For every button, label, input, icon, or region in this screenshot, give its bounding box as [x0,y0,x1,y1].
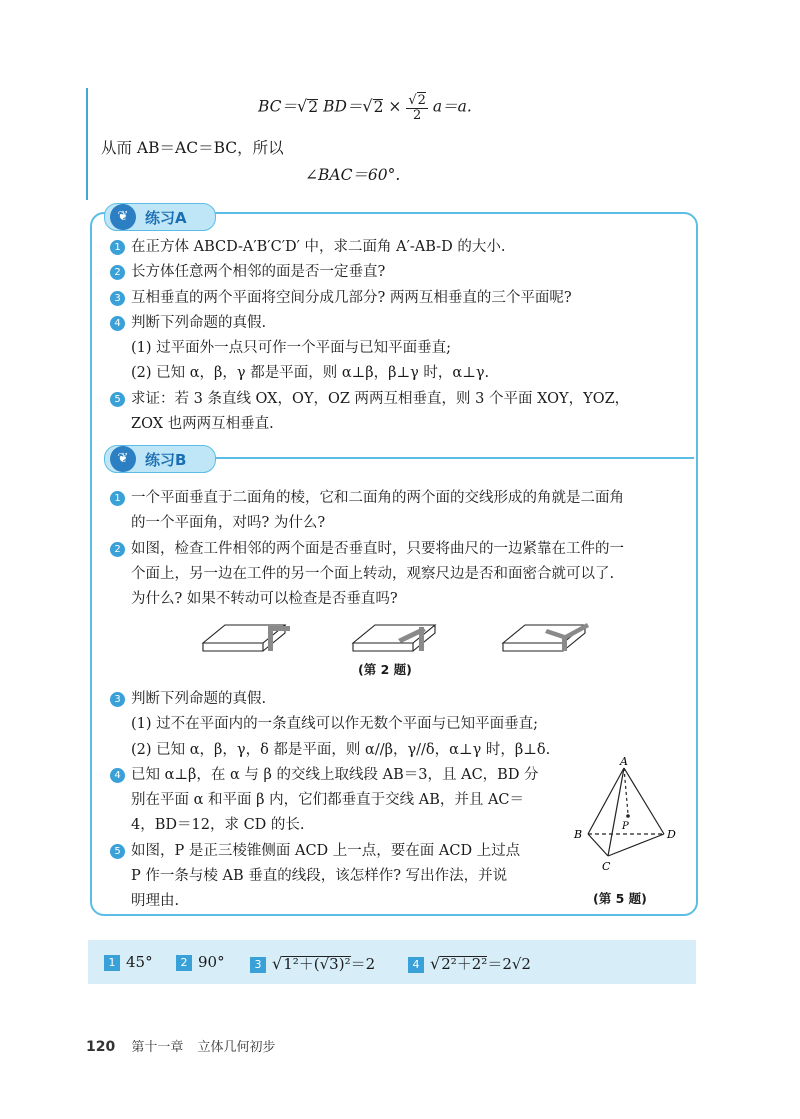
figure-5-caption: (第 5 题) [593,891,647,906]
exercise-a-title: 练习A [145,209,187,227]
point-p [626,814,630,818]
exercise-a-subitem: (1) 过平面外一点只可作一个平面与已知平面垂直; [131,340,452,356]
exercise-b-item-cont: P 作一条与棱 AB 垂直的线段，该怎样作? 写出作法，并说 [131,868,508,884]
exercise-b-item-cont: 个面上，另一边在工件的另一个面上转动，观察尺边是否和面密合就可以了. [131,566,615,582]
exercise-b-subitem: (1) 过不在平面内的一条直线可以作无数个平面与已知平面垂直; [131,716,539,732]
exercise-b-item-cont: 的一个平面角，对吗? 为什么? [131,515,326,531]
label-b: B [574,828,583,841]
exercise-b-title: 练习B [145,451,187,469]
page-footer [86,1036,276,1055]
tetrahedron-figure [566,756,686,886]
exercise-b-item: 3 判断下列命题的真假. [110,689,266,709]
label-a: A [620,756,628,768]
exercise-a-item: 1 在正方体 ABCD-A′B′C′D′ 中，求二面角 A′-AB-D 的大小. [110,237,505,257]
exercise-b-item: 5 如图，P 是正三棱锥侧面 ACD 上一点，要在面 ACD 上过点 [110,841,520,861]
label-p: P [622,821,629,832]
exercise-b-subitem: (2) 已知 α，β，γ，δ 都是平面，则 α//β，γ//δ，α⊥γ 时，β⊥δ. [131,742,551,758]
figure-2-caption: (第 2 题) [358,662,412,677]
leaf-icon: ❦ [110,204,136,230]
derivation-text: 从而 AB＝AC＝BC，所以 [101,139,284,157]
answer-3: 3 √1²＋(√3)²＝2 [250,953,375,974]
exercise-b-item-cont: 别在平面 α 和平面 β 内，它们都垂直于交线 AB，并且 AC＝ [131,792,525,808]
chapter-number: 第十一章 [131,1040,184,1055]
leaf-icon: ❦ [110,446,136,472]
answer-1: 1 45° [104,953,153,971]
exercise-b-item-cont: 明理由. [131,893,180,909]
page-number: 120 [86,1039,116,1055]
margin-rule [86,88,88,200]
label-c: C [602,860,611,873]
exercise-a-subitem: (2) 已知 α，β，γ 都是平面，则 α⊥β，β⊥γ 时，α⊥γ. [131,365,490,381]
label-d: D [667,828,676,841]
answer-4: 4 √2²＋2²＝2√2 [408,953,531,974]
exercise-a-item: 4 判断下列命题的真假. [110,313,266,333]
exercise-b-item-cont: 为什么? 如果不转动可以检查是否垂直吗? [131,591,398,607]
exercise-a-item: 3 互相垂直的两个平面将空间分成几部分? 两两互相垂直的三个平面呢? [110,288,572,308]
exercise-a-item: 5 求证：若 3 条直线 OX，OY，OZ 两两互相垂直，则 3 个平面 XOY，YOZ， [110,389,629,409]
exercise-b-item: 1 一个平面垂直于二面角的棱，它和二面角的两个面的交线形成的角就是二面角 [110,488,624,508]
workpiece-figure [195,615,605,660]
chapter-title: 立体几何初步 [197,1040,276,1055]
answer-2: 2 90° [176,953,225,971]
exercise-b-item: 2 如图，检查工件相邻的两个面是否垂直时，只要将曲尺的一边紧靠在工件的一 [110,539,624,559]
exercise-b-item: 4 已知 α⊥β，在 α 与 β 的交线上取线段 AB＝3，且 AC，BD 分 [110,765,539,785]
exercise-a-item: 2 长方体任意两个相邻的面是否一定垂直? [110,262,385,282]
exercise-a-item-cont: ZOX 也两两互相垂直. [131,416,274,432]
equation-bc: BC＝√2 BD＝√2 × $\frac{√2}{2}$ a＝a. [258,93,472,123]
section-divider [210,457,694,459]
equation-angle: ∠BAC＝60°. [305,166,401,184]
workpiece-3 [503,625,585,651]
exercise-b-item-cont: 4，BD＝12，求 CD 的长. [131,817,305,833]
